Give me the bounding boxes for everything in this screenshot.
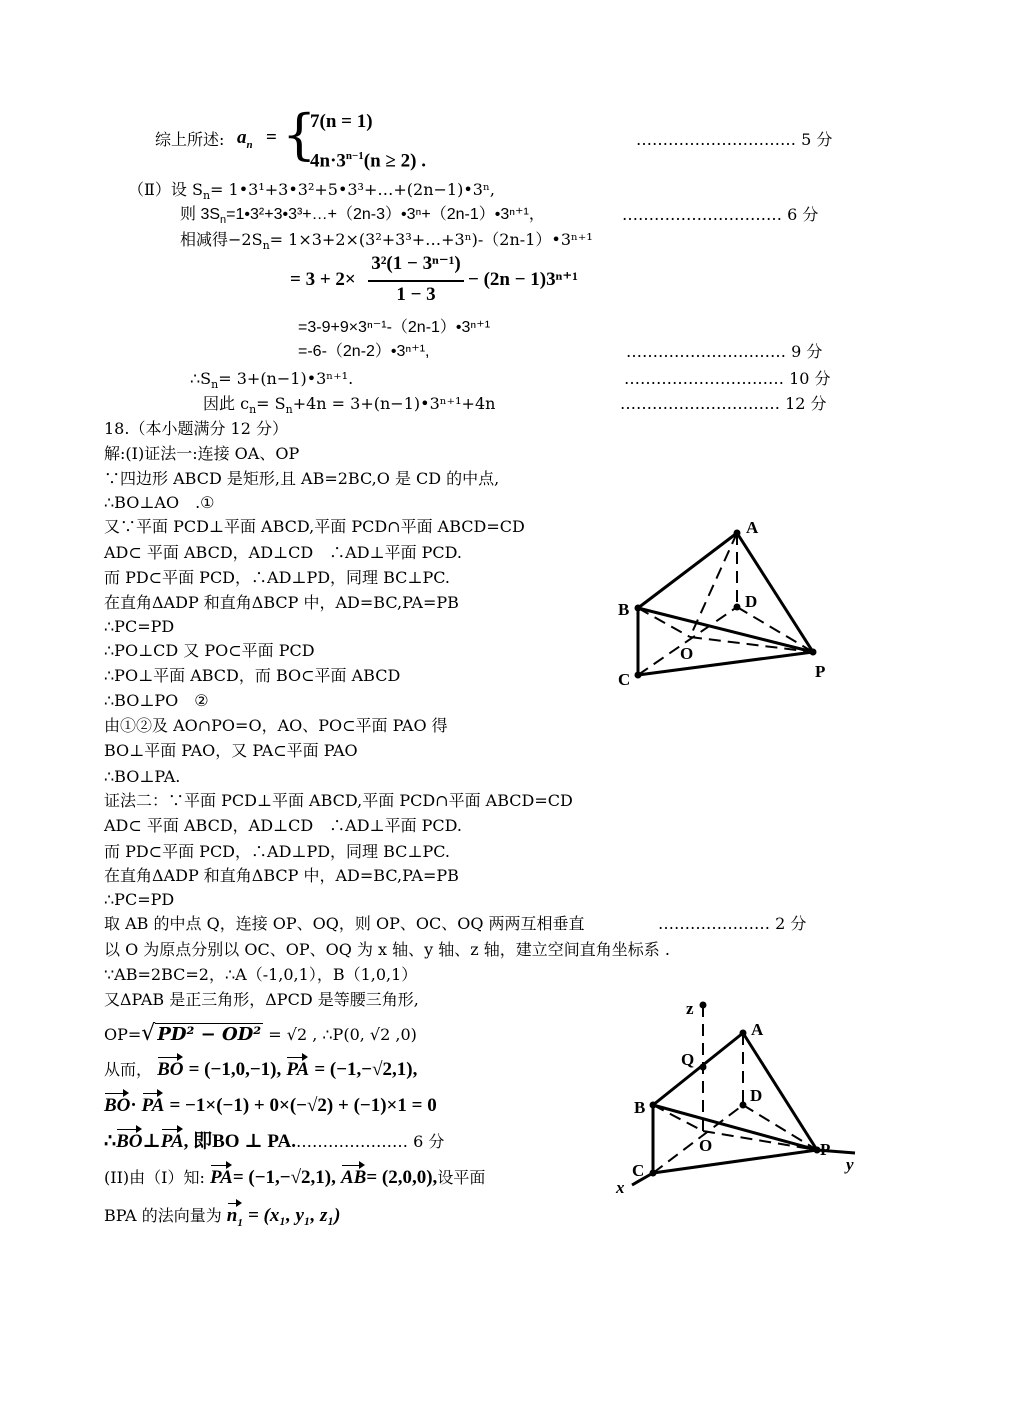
op-right: = √2 , ∴P(0, √2 ,0) [268, 1025, 417, 1044]
perp-post: , 即BO ⊥ PA. [183, 1131, 296, 1152]
part2-line2-a: 则 3S [180, 206, 221, 223]
edge-cp [638, 652, 813, 675]
part2-line8 [203, 394, 495, 420]
point-d [734, 604, 741, 611]
part2-line2-b: =1•3²+3•3³+…+（2n-3）•3ⁿ+（2n-1）•3ⁿ⁺¹， [226, 206, 545, 223]
pa-value: = (−1,−√2,1), [314, 1059, 418, 1080]
score-6b: ………………… 6 分 [295, 1132, 445, 1151]
pyramid-figure-1 [610, 515, 840, 695]
case-1: 7(n = 1) [310, 111, 373, 132]
label-b: B [618, 600, 630, 619]
q18-line: ∵四边形 ABCD 是矩形,且 AB=2BC,O 是 CD 的中点, [104, 469, 500, 488]
normal-vector [227, 1206, 243, 1233]
point-d-2 [740, 1102, 747, 1109]
label-a-2: A [751, 1020, 764, 1039]
label-x: x [616, 1178, 625, 1197]
point-a [734, 530, 741, 537]
pa-vector: PA [286, 1059, 310, 1080]
ii-pa-vector: PA [209, 1167, 233, 1188]
point-b [635, 605, 642, 612]
score-9: ………………………… 9 分 [626, 342, 823, 361]
edge-ao [690, 533, 737, 637]
q18-line: AD⊂ 平面 ABCD，AD⊥CD ∴AD⊥平面 PCD. [104, 816, 463, 835]
q18-line: ∴BO⊥PO ② [104, 691, 209, 710]
ii-pa-value: = (−1,−√2,1), [232, 1167, 336, 1188]
bo-value: = (−1,0,−1), [188, 1059, 282, 1080]
score-2: ………………… 2 分 [658, 914, 807, 933]
perp-bo-vector: BO [116, 1131, 143, 1152]
op-line [104, 1021, 417, 1046]
summary-label: 综上所述: [155, 130, 225, 149]
point-q [700, 1064, 707, 1071]
ii-post: 设平面 [437, 1168, 486, 1187]
case-brace: { [282, 103, 317, 166]
op-radicand: PD² − OD² [157, 1024, 262, 1045]
edge-bo [638, 608, 690, 637]
part2-line6: =-6-（2n-2）•3ⁿ⁺¹, [298, 343, 430, 360]
perp-pa-vector: PA [160, 1131, 184, 1152]
part2-line3-sub: n [262, 239, 270, 253]
case-2-b: (n ≥ 2) [363, 150, 417, 172]
point-c-2 [650, 1170, 657, 1177]
from-label: 从而， [104, 1060, 153, 1079]
part2-line7-b: = 3+(n−1)•3ⁿ⁺¹. [218, 369, 354, 388]
edge-cp-2 [653, 1150, 817, 1173]
part2-line2 [180, 205, 545, 230]
sqrt-sign: √ [141, 1021, 156, 1046]
q18-line: ∴BO⊥AO .① [104, 493, 215, 512]
part2-line3-a: 相减得−2S [180, 230, 263, 249]
score-5: ………………………… 5 分 [636, 130, 833, 149]
bo-vector: BO [157, 1059, 184, 1080]
label-o-2: O [699, 1136, 713, 1155]
fraction-denominator: 1 − 3 [396, 284, 436, 305]
normal-line [104, 1206, 340, 1233]
q18-line-ab: ∵AB=2BC=2，∴A（-1,0,1），B（1,0,1） [104, 965, 418, 984]
perp-pre: ∴ [104, 1131, 117, 1152]
part2-line8-a: 因此 c [203, 394, 250, 413]
q18-line: 由①②及 AO∩PO=O，AO、PO⊂平面 PAO 得 [104, 716, 448, 735]
ii-ab-vector: AB [340, 1167, 367, 1188]
score-12: ………………………… 12 分 [620, 394, 827, 413]
normal-vector-letter: n [226, 1205, 238, 1226]
part2-line2-sub: n [220, 214, 227, 227]
q18-line: 又∵平面 PCD⊥平面 ABCD,平面 PCD∩平面 ABCD=CD [104, 517, 525, 536]
part2-line1-a: （Ⅱ）设 S [128, 180, 203, 199]
part2-line8-b: = S [256, 394, 286, 413]
label-a: A [746, 518, 759, 537]
normal-pre: BPA 的法向量为 [104, 1206, 222, 1225]
vectors-line [104, 1060, 417, 1080]
label-d-2: D [750, 1086, 763, 1105]
an-subscript: n [246, 138, 253, 151]
q18-line: 而 PD⊂平面 PCD，∴AD⊥PD，同理 BC⊥PC. [104, 568, 450, 587]
label-p-2: P [820, 1140, 831, 1159]
q18-line: 在直角ΔADP 和直角ΔBCP 中，AD=BC,PA=PB [104, 593, 459, 612]
q18-line: ∴PC=PD [104, 617, 175, 636]
q18-line: ∴BO⊥PA. [104, 767, 181, 786]
dot-operator: · [130, 1095, 142, 1116]
part2-line1 [128, 180, 495, 206]
label-q: Q [681, 1050, 695, 1069]
fraction-bar [368, 280, 464, 282]
label-y: y [846, 1155, 854, 1174]
label-b-2: B [634, 1098, 646, 1117]
point-z [700, 1002, 707, 1009]
normal-value: = (x₁, y₁, z₁) [247, 1205, 341, 1226]
point-p [810, 649, 817, 656]
q18-line: ∴PO⊥CD 又 PO⊂平面 PCD [104, 641, 315, 660]
an-equals: = [266, 127, 277, 148]
pyramid-figure-2 [610, 995, 870, 1205]
frac-left: = 3 + 2× [290, 269, 356, 290]
part2-line5: =3-9+9×3ⁿ⁻¹-（2n-1）•3ⁿ⁺¹ [298, 319, 491, 336]
case-2-a: 4n·3 [310, 150, 346, 172]
op-left: OP= [104, 1025, 142, 1044]
fraction-numerator: 3²(1 − 3ⁿ⁻¹) [371, 253, 461, 274]
q18-line: AD⊂ 平面 ABCD，AD⊥CD ∴AD⊥平面 PCD. [104, 543, 463, 562]
dot-bo-vector: BO [104, 1095, 131, 1116]
fraction [368, 250, 464, 310]
label-c: C [618, 670, 631, 689]
label-z: z [686, 999, 694, 1018]
q18-line: 而 PD⊂平面 PCD，∴AD⊥PD，同理 BC⊥PC. [104, 842, 450, 861]
edge-dp [737, 607, 813, 652]
part2-line7-sub: n [211, 378, 219, 392]
point-a-2 [740, 1030, 747, 1037]
score-10: ………………………… 10 分 [624, 369, 831, 388]
case-2: $4n\cdot 3^{n-1}(n \ge 2)$ . [310, 150, 426, 172]
label-d: D [745, 592, 758, 611]
label-c-2: C [632, 1161, 645, 1180]
part2-line1-b: = 1•3¹+3•3²+5•3³+…+(2n−1)•3ⁿ, [210, 180, 495, 199]
part-ii-line [104, 1168, 485, 1188]
dot-line [104, 1096, 437, 1116]
q18-line: ∴PC=PD [104, 890, 175, 909]
q18-line-o: 以 O 为原点分别以 OC、OP、OQ 为 x 轴、y 轴、z 轴，建立空间直角坐标系 . [104, 940, 670, 959]
label-p: P [815, 662, 826, 681]
an-symbol [237, 128, 253, 155]
point-c [635, 672, 642, 679]
score-6: ………………………… 6 分 [622, 205, 819, 224]
q18-line: 在直角ΔADP 和直角ΔBCP 中，AD=BC,PA=PB [104, 866, 459, 885]
part2-line7 [190, 369, 353, 395]
perp-line [104, 1132, 444, 1152]
q18-title: 18.（本小题满分 12 分） [104, 419, 288, 438]
dot-pa-vector: PA [141, 1095, 165, 1116]
an-letter: a [237, 127, 247, 148]
normal-vector-sub: 1 [237, 1216, 243, 1229]
perp-mid: ⊥ [142, 1131, 161, 1152]
part2-line7-a: ∴S [190, 369, 212, 388]
part2-line1-sub: n [202, 189, 211, 203]
part2-line8-c: +4n = 3+(n−1)•3ⁿ⁺¹+4n [292, 394, 496, 413]
frac-right: − (2n − 1)3ⁿ⁺¹ [468, 269, 578, 290]
label-o: O [680, 644, 694, 663]
ii-pre: (II)由（I）知: [104, 1168, 205, 1187]
edge-ab [638, 533, 737, 608]
part2-line8-sub1: n [249, 403, 257, 417]
q18-line-q: 取 AB 的中点 Q，连接 OP、OQ，则 OP、OC、OQ 两两互相垂直 [104, 914, 585, 933]
edge-ab-2 [653, 1033, 743, 1105]
q18-line-pab: 又ΔPAB 是正三角形，ΔPCD 是等腰三角形, [104, 990, 419, 1009]
edge-op [690, 637, 813, 652]
q18-line: 解:(I)证法一:连接 OA、OP [104, 444, 300, 463]
q18-line: BO⊥平面 PAO，又 PA⊂平面 PAO [104, 741, 358, 760]
q18-line: 证法二：∵平面 PCD⊥平面 ABCD,平面 PCD∩平面 ABCD=CD [104, 791, 573, 810]
part2-line8-sub2: n [285, 403, 293, 417]
ii-ab-value: = (2,0,0), [366, 1167, 438, 1188]
part2-line3-b: = 1×3+2×(3²+3³+…+3ⁿ)-（2n-1）•3ⁿ⁺¹ [269, 230, 593, 249]
dot-value: = −1×(−1) + 0×(−√2) + (−1)×1 = 0 [169, 1095, 437, 1116]
case-2-exp: n−1 [345, 150, 364, 162]
point-b-2 [650, 1102, 657, 1109]
q18-line: ∴PO⊥平面 ABCD，而 BO⊂平面 ABCD [104, 666, 401, 685]
